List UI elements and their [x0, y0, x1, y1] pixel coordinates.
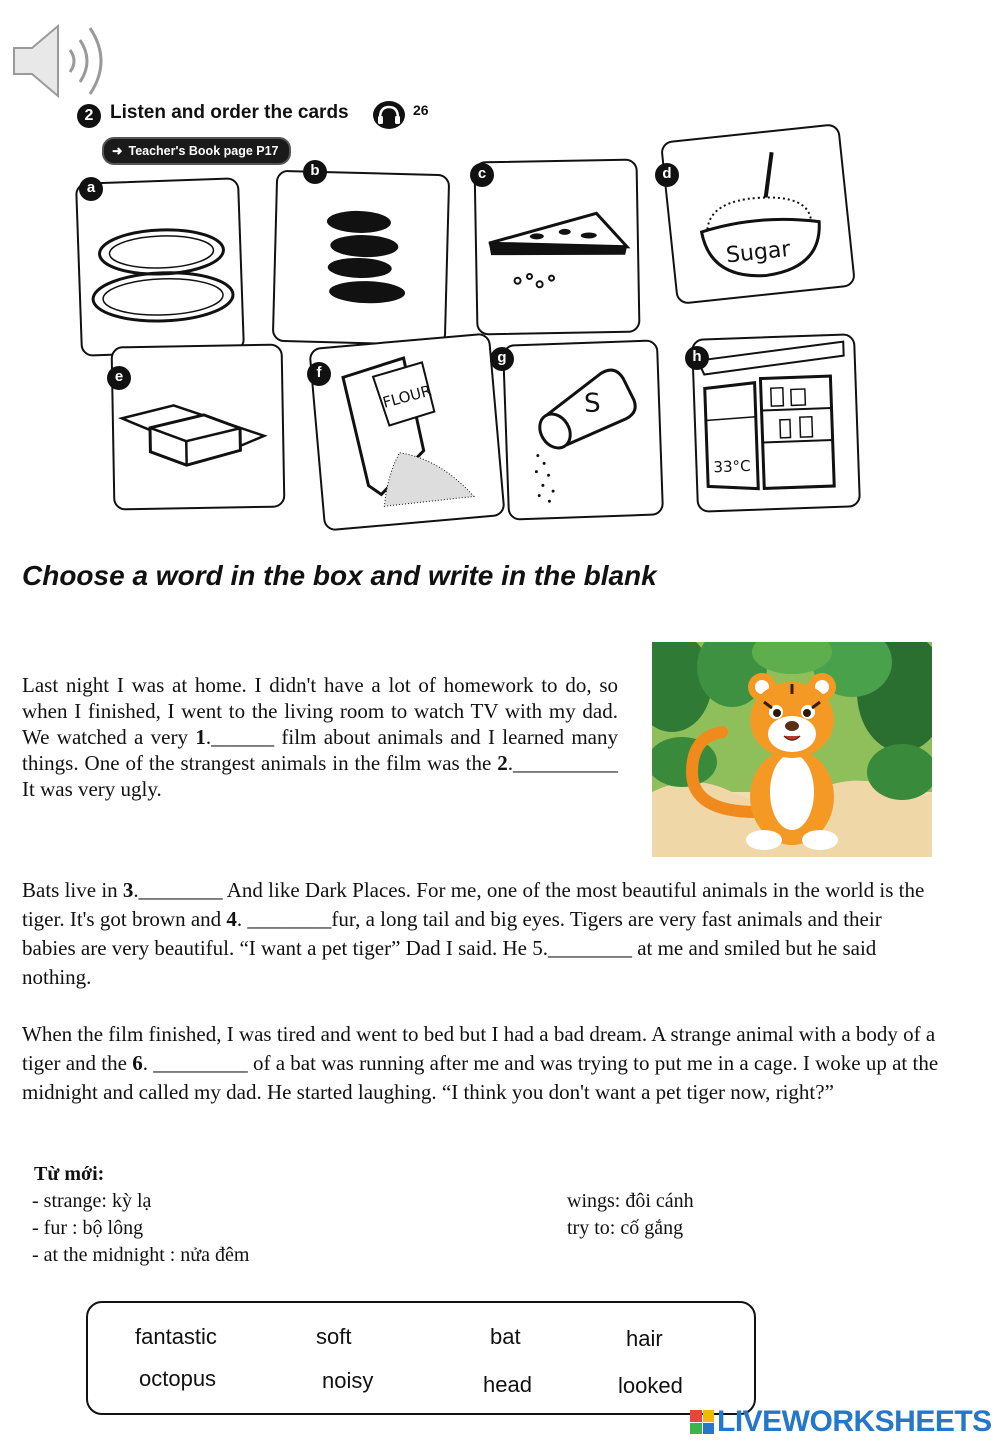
card-letter-b: b [303, 160, 327, 184]
story-p3-text-1: When the film finished, I was tired and went to bed but I had a bad dream. A strange animal with a body of a tiger and the [22, 1022, 936, 1075]
card-letter-c: c [470, 163, 494, 187]
liveworksheets-logo [690, 1405, 992, 1439]
card-f-flour [308, 332, 505, 531]
logo-cubes-icon [690, 1410, 714, 1434]
pancakes-icon [274, 172, 448, 344]
vocab-item: - strange: kỳ lạ [32, 1190, 152, 1212]
vocab-title: Từ mới: [34, 1163, 105, 1185]
vocab-item: wings: đôi cánh [567, 1190, 694, 1212]
story-p1-text-2: .______ film about animals and I learned many things. One of the strangest animals in the film was the [22, 725, 619, 775]
story-p1-text-3: .__________ It was very ugly. [22, 751, 618, 801]
vocab-list-right [567, 1188, 694, 1242]
story-p2-text-3: . ________fur, a long tail and big eyes. Tigers are very fast animals and their babies are very beautiful. “I want a pet tiger” Dad I said. He 5.________ at me and smiled but he said nothing. [22, 907, 882, 989]
fridge-label: 33°C [713, 456, 751, 477]
card-letter-d: d [655, 163, 679, 187]
flour-bag-icon [310, 335, 503, 530]
card-letter-h: h [685, 346, 709, 370]
card-c-pizza [473, 159, 640, 336]
story-paragraph-1 [22, 672, 618, 802]
vocab-item: - fur : bộ lông [32, 1217, 144, 1239]
salt-shaker-icon [504, 341, 662, 518]
exercise-number-badge: 2 [77, 104, 101, 128]
arrow-right-icon: ➜ [112, 144, 123, 158]
fridge-icon [693, 335, 859, 510]
salt-label: S [583, 388, 602, 419]
card-e-butter [111, 344, 286, 511]
teacher-book-label: Teacher's Book page P17 [128, 144, 279, 158]
story-p3-text-2: . _________ of a bat was running after me and was trying to put me in a cage. I woke up at the midnight and called my dad. He started laughing. “I think you don't want a pet tiger now, right?” [22, 1051, 939, 1104]
card-d-sugar [660, 123, 856, 305]
flour-label: FLOUR [380, 381, 434, 412]
task-heading: Choose a word in the box and write in the blank [22, 560, 657, 591]
blank-number-6: 6 [132, 1051, 143, 1075]
sugar-bowl-icon [662, 125, 854, 303]
word-option: noisy [322, 1368, 374, 1393]
card-a-plates [75, 177, 245, 357]
blank-number-4: 4 [226, 907, 237, 931]
word-option: octopus [139, 1366, 217, 1391]
sugar-label: Sugar [724, 236, 792, 269]
card-letter-f: f [307, 362, 331, 386]
butter-icon [113, 346, 284, 509]
teacher-book-reference [102, 137, 291, 165]
blank-number-2: 2 [497, 751, 508, 775]
word-option: hair [626, 1326, 663, 1351]
track-number: 26 [413, 102, 429, 118]
card-g-salt [502, 339, 664, 520]
blank-number-3: 3 [122, 878, 134, 902]
pizza-slice-icon [476, 161, 639, 334]
word-option: head [483, 1372, 532, 1397]
exercise-title: Listen and order the cards [110, 102, 349, 123]
card-letter-g: g [490, 347, 514, 371]
vocab-list-left [34, 1161, 249, 1269]
audio-speaker-icon[interactable] [10, 18, 115, 103]
word-option: soft [316, 1324, 352, 1349]
word-option: looked [618, 1373, 683, 1398]
story-paragraph-3 [22, 1020, 947, 1107]
story-p2-text-1: Bats live in [22, 878, 123, 902]
card-letter-a: a [79, 177, 103, 201]
blank-number-1: 1 [195, 725, 206, 749]
word-option: bat [490, 1324, 521, 1349]
word-option: fantastic [135, 1324, 217, 1349]
story-paragraph-2 [22, 876, 940, 992]
card-letter-e: e [107, 366, 131, 390]
logo-text: LIVEWORKSHEETS [717, 1405, 992, 1438]
vocab-item: - at the midnight : nửa đêm [32, 1244, 250, 1266]
tiger-cartoon-image [652, 642, 932, 857]
plates-icon [77, 179, 243, 354]
story-p2-text-2: .________ And like Dark Places. For me, one of the most beautiful animals in the world is the tiger. It's got brown and [22, 878, 925, 931]
card-b-pancakes [272, 170, 450, 346]
headphones-icon [372, 100, 406, 130]
card-h-fridge [691, 333, 861, 513]
story-p1-text-1: Last night I was at home. I didn't have a lot of homework to do, so when I finished, I went to the living room to watch TV with my dad. We watched a very [22, 673, 618, 749]
vocab-item: try to: cố gắng [567, 1217, 684, 1239]
